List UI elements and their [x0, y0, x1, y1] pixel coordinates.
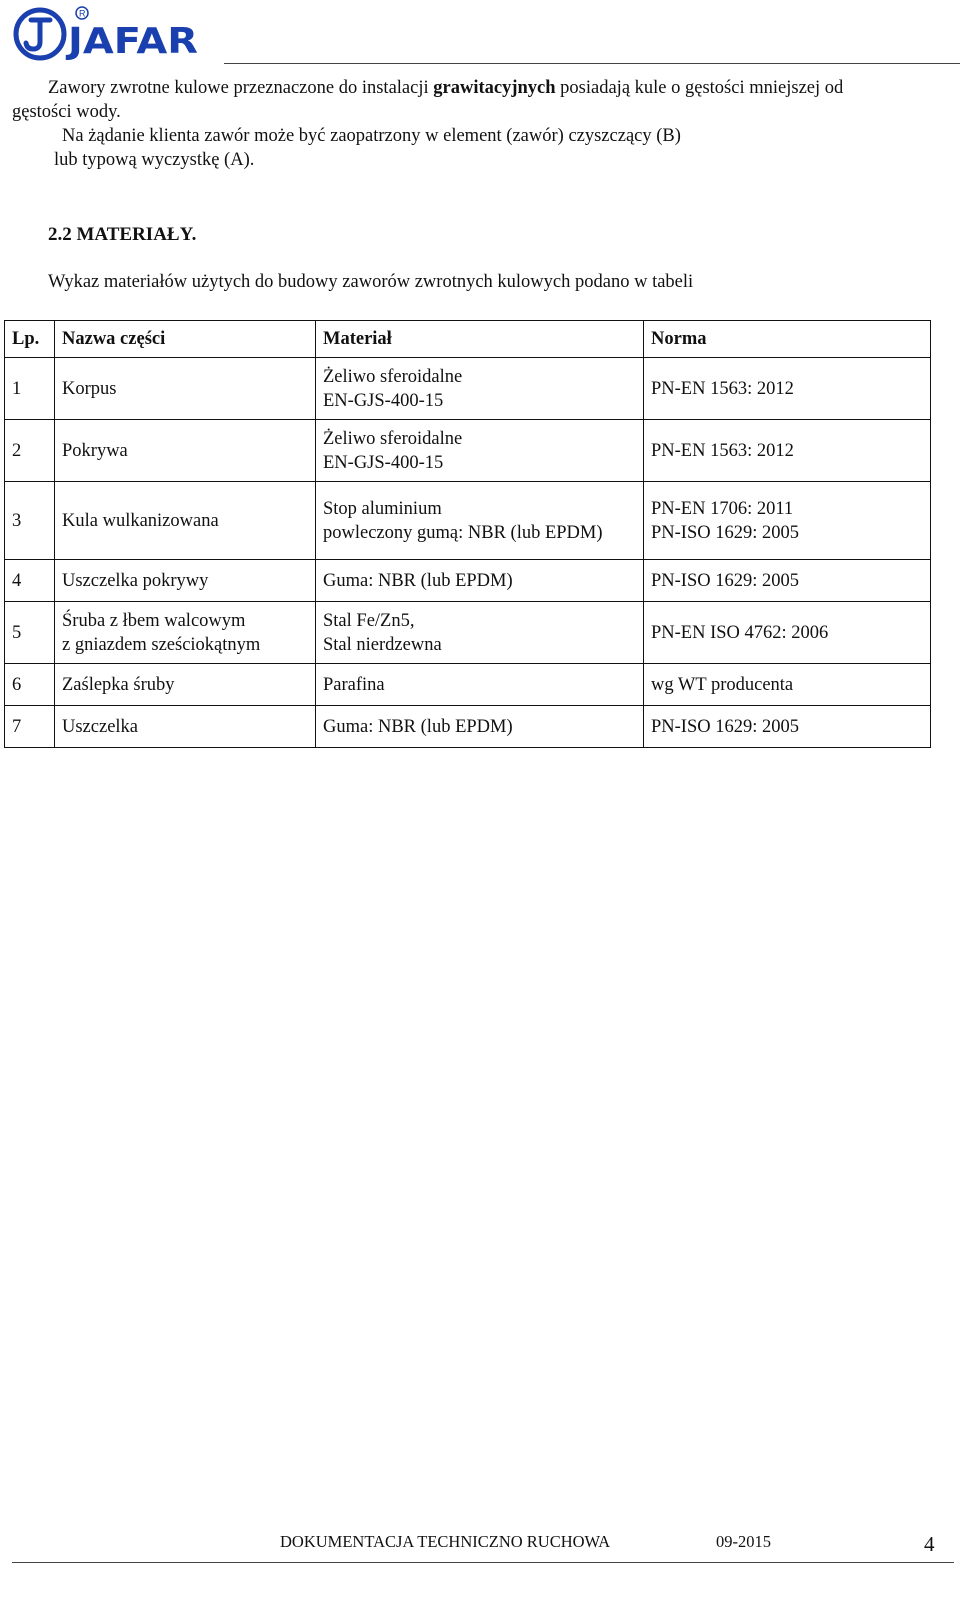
table-row: [5, 664, 931, 706]
cell-part-name: [55, 358, 316, 420]
table-header-row: [5, 321, 931, 358]
company-logo: [12, 4, 202, 62]
cell-material-line: Żeliwo sferoidalne: [323, 428, 463, 449]
table-body: [5, 358, 931, 748]
cell-material-line: Stal Fe/Zn5,: [323, 610, 415, 631]
cell-norm: [644, 560, 931, 602]
intro-paragraph-line-2: gęstości wody.: [12, 102, 121, 122]
cell-material-line: Stop aluminium: [323, 498, 442, 519]
header-material: Materiał: [316, 321, 644, 358]
footer-date: 09-2015: [716, 1532, 771, 1551]
header-lp: Lp.: [5, 321, 55, 358]
cell-material-line: Parafina: [323, 674, 385, 695]
header-rule: [224, 63, 960, 64]
cell-norm-line: PN-ISO 1629: 2005: [651, 522, 800, 543]
table-intro: Wykaz materiałów użytych do budowy zaworów zwrotnych kulowych podano w tabeli: [48, 272, 694, 292]
cell-norm: [644, 420, 931, 482]
jafar-logo-icon: [12, 4, 202, 62]
cell-material-line: Guma: NBR (lub EPDM): [323, 716, 513, 737]
table-row: [5, 482, 931, 560]
cell-part-name-line: Uszczelka: [62, 716, 139, 737]
cell-material: [316, 482, 644, 560]
cell-norm: [644, 602, 931, 664]
table-row: [5, 602, 931, 664]
table-row: [5, 420, 931, 482]
cell-norm-line: wg WT producenta: [651, 674, 794, 695]
cell-norm-line: PN-EN ISO 4762: 2006: [651, 622, 829, 643]
cell-material: [316, 420, 644, 482]
cell-part-name-line: Korpus: [62, 378, 117, 399]
cell-part-name: [55, 602, 316, 664]
cell-part-name: [55, 420, 316, 482]
cell-material: [316, 602, 644, 664]
cell-part-name-line: Uszczelka pokrywy: [62, 570, 209, 591]
cell-material-line: EN-GJS-400-15: [323, 452, 444, 473]
cell-norm-line: PN-ISO 1629: 2005: [651, 570, 800, 591]
cell-material-line: EN-GJS-400-15: [323, 390, 444, 411]
cell-part-name-line: Zaślepka śruby: [62, 674, 175, 695]
cell-part-name: [55, 706, 316, 748]
cell-norm: [644, 706, 931, 748]
cell-lp: 3: [5, 482, 55, 560]
cell-norm-line: PN-EN 1563: 2012: [651, 378, 794, 399]
cell-lp: 5: [5, 602, 55, 664]
cell-material: [316, 706, 644, 748]
cleaning-note-line-1: Na żądanie klienta zawór może być zaopatrzony w element (zawór) czyszczący (B): [62, 126, 681, 146]
table-row: [5, 358, 931, 420]
svg-text:R: R: [79, 8, 86, 19]
cell-lp: 4: [5, 560, 55, 602]
cell-material-line: powleczony gumą: NBR (lub EPDM): [323, 522, 603, 543]
cell-material: [316, 560, 644, 602]
header-part-name: Nazwa części: [55, 321, 316, 358]
cell-norm-line: PN-EN 1706: 2011: [651, 498, 794, 519]
cell-norm: [644, 482, 931, 560]
emphasis-gravity: grawitacyjnych: [433, 78, 556, 98]
section-heading: 2.2 MATERIAŁY.: [48, 224, 197, 245]
cell-part-name-line: Pokrywa: [62, 440, 128, 461]
svg-text:JAFAR: JAFAR: [64, 21, 199, 62]
cell-lp: 6: [5, 664, 55, 706]
footer-rule: [12, 1562, 954, 1563]
cell-part-name-line: z gniazdem sześciokątnym: [62, 634, 261, 655]
cell-part-name: [55, 560, 316, 602]
footer-doc-title: DOKUMENTACJA TECHNICZNO RUCHOWA: [280, 1532, 611, 1551]
cell-material: [316, 664, 644, 706]
cell-lp: 1: [5, 358, 55, 420]
page-number: 4: [924, 1532, 935, 1556]
table-row: [5, 706, 931, 748]
cell-norm-line: PN-EN 1563: 2012: [651, 440, 794, 461]
cell-material-line: Guma: NBR (lub EPDM): [323, 570, 513, 591]
cell-norm: [644, 358, 931, 420]
header-norm: Norma: [644, 321, 931, 358]
cell-material-line: Żeliwo sferoidalne: [323, 366, 463, 387]
cell-norm: [644, 664, 931, 706]
cleaning-note-line-2: lub typową wyczystkę (A).: [54, 150, 255, 170]
cell-norm-line: PN-ISO 1629: 2005: [651, 716, 800, 737]
cell-part-name: [55, 482, 316, 560]
table-row: [5, 560, 931, 602]
cell-part-name-line: Kula wulkanizowana: [62, 510, 219, 531]
cell-lp: 7: [5, 706, 55, 748]
cell-part-name-line: Śruba z łbem walcowym: [62, 610, 246, 631]
cell-lp: 2: [5, 420, 55, 482]
intro-paragraph-line-1: Zawory zwrotne kulowe przeznaczone do instalacji grawitacyjnych posiadają kule o gęstości mniejszej od: [48, 78, 844, 98]
materials-table: [4, 320, 931, 748]
cell-part-name: [55, 664, 316, 706]
cell-material: [316, 358, 644, 420]
cell-material-line: Stal nierdzewna: [323, 634, 442, 655]
